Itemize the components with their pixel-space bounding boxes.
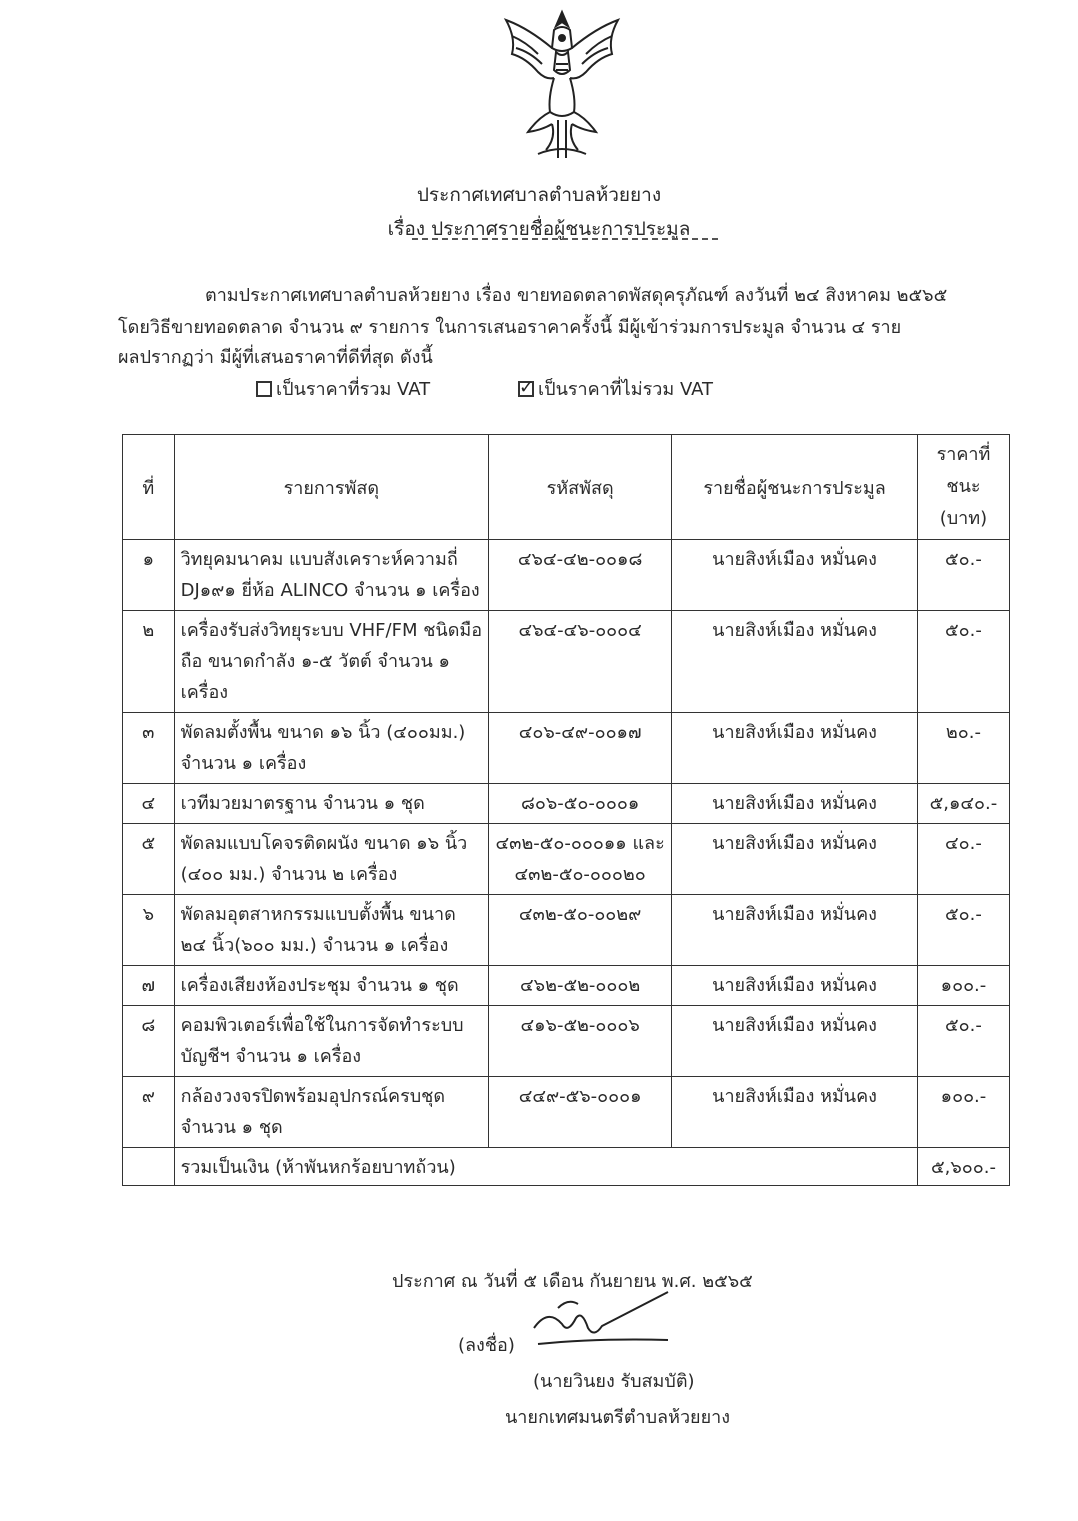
winner-name: นายสิงห์เมือง หมั่นคง — [672, 540, 918, 611]
table-row — [123, 824, 1010, 895]
checked-checkbox-icon[interactable] — [518, 381, 534, 397]
vat-excluded-label: เป็นราคาที่ไม่รวม VAT — [538, 379, 714, 400]
winning-price: ๒๐.- — [917, 713, 1009, 784]
item-description: เครื่องรับส่งวิทยุระบบ VHF/FM ชนิดมือถือ ขนาดกำลัง ๑-๕ วัตต์ จำนวน ๑ เครื่อง — [174, 611, 489, 713]
header-price: ราคาที่ชนะ (บาท) — [917, 435, 1009, 540]
header-code: รหัสพัสดุ — [489, 435, 672, 540]
item-description: พัดลมอุตสาหกรรมแบบตั้งพื้น ขนาด ๒๔ นิ้ว(๖๐๐ มม.) จำนวน ๑ เครื่อง — [174, 895, 489, 966]
table-row — [123, 540, 1010, 611]
item-description: เครื่องเสียงห้องประชุม จำนวน ๑ ชุด — [174, 966, 489, 1006]
row-number: ๓ — [123, 713, 175, 784]
item-code: ๔๖๒-๕๒-๐๐๐๒ — [489, 966, 672, 1006]
row-number: ๘ — [123, 1006, 175, 1077]
table-row — [123, 1006, 1010, 1077]
row-number: ๗ — [123, 966, 175, 1006]
header-item: รายการพัสดุ — [174, 435, 489, 540]
row-number: ๒ — [123, 611, 175, 713]
winning-price: ๔๐.- — [917, 824, 1009, 895]
item-code: ๔๖๔-๔๖-๐๐๐๔ — [489, 611, 672, 713]
divider — [412, 238, 718, 240]
signer-name: (นายวินยง รับสมบัติ) — [533, 1371, 695, 1392]
table-row — [123, 713, 1010, 784]
winning-price: ๑๐๐.- — [917, 1077, 1009, 1148]
total-empty-cell — [123, 1148, 175, 1186]
item-code: ๔๑๖-๕๒-๐๐๐๖ — [489, 1006, 672, 1077]
item-description: คอมพิวเตอร์เพื่อใช้ในการจัดทำระบบบัญชีฯ จำนวน ๑ เครื่อง — [174, 1006, 489, 1077]
row-number: ๕ — [123, 824, 175, 895]
document-subject: เรื่อง ประกาศรายชื่อผู้ชนะการประมูล — [387, 218, 691, 240]
winning-price: ๕๐.- — [917, 611, 1009, 713]
row-number: ๙ — [123, 1077, 175, 1148]
document-title: ประกาศเทศบาลตำบลห้วยยาง — [416, 184, 662, 206]
row-number: ๖ — [123, 895, 175, 966]
winner-name: นายสิงห์เมือง หมั่นคง — [672, 895, 918, 966]
garuda-emblem — [498, 8, 626, 164]
item-code: ๔๔๙-๕๖-๐๐๐๑ — [489, 1077, 672, 1148]
checkbox-icon[interactable] — [256, 381, 272, 397]
row-number: ๑ — [123, 540, 175, 611]
winner-name: นายสิงห์เมือง หมั่นคง — [672, 1006, 918, 1077]
winning-price: ๕๐.- — [917, 1006, 1009, 1077]
table-row — [123, 1077, 1010, 1148]
item-code: ๔๓๒-๕๐-๐๐๐๑๑ และ ๔๓๒-๕๐-๐๐๐๒๐ — [489, 824, 672, 895]
sign-label: (ลงชื่อ) — [458, 1335, 515, 1356]
table-row — [123, 784, 1010, 824]
total-value: ๕,๖๐๐.- — [917, 1148, 1009, 1186]
item-code: ๔๐๖-๔๙-๐๐๑๗ — [489, 713, 672, 784]
item-description: พัดลมแบบโคจรติดผนัง ขนาด ๑๖ นิ้ว (๔๐๐ มม.) จำนวน ๒ เครื่อง — [174, 824, 489, 895]
signer-position: นายกเทศมนตรีตำบลห้วยยาง — [505, 1407, 731, 1428]
vat-included-label: เป็นราคาที่รวม VAT — [276, 379, 431, 400]
table-row — [123, 895, 1010, 966]
winner-name: นายสิงห์เมือง หมั่นคง — [672, 1077, 918, 1148]
winning-price: ๕๐.- — [917, 895, 1009, 966]
winner-name: นายสิงห์เมือง หมั่นคง — [672, 611, 918, 713]
total-label: รวมเป็นเงิน (ห้าพันหกร้อยบาทถ้วน) — [174, 1148, 917, 1186]
vat-excluded-option[interactable] — [518, 374, 713, 403]
winner-name: นายสิงห์เมือง หมั่นคง — [672, 824, 918, 895]
item-description: วิทยุคมนาคม แบบสังเคราะห์ความถี่ DJ๑๙๑ ยี่ห้อ ALINCO จำนวน ๑ เครื่อง — [174, 540, 489, 611]
intro-line-3: ผลปรากฏว่า มีผู้ที่เสนอราคาที่ดีที่สุด ดังนี้ — [118, 347, 433, 368]
signature-image — [528, 1288, 678, 1358]
item-description: พัดลมตั้งพื้น ขนาด ๑๖ นิ้ว (๔๐๐มม.) จำนวน ๑ เครื่อง — [174, 713, 489, 784]
item-code: ๔๖๔-๔๒-๐๐๑๘ — [489, 540, 672, 611]
table-row — [123, 611, 1010, 713]
intro-line-1: ตามประกาศเทศบาลตำบลห้วยยาง เรื่อง ขายทอดตลาดพัสดุครุภัณฑ์ ลงวันที่ ๒๔ สิงหาคม ๒๕๖๕ — [205, 285, 948, 306]
item-description: กล้องวงจรปิดพร้อมอุปกรณ์ครบชุด จำนวน ๑ ชุด — [174, 1077, 489, 1148]
header-winner: รายชื่อผู้ชนะการประมูล — [672, 435, 918, 540]
item-description: เวทีมวยมาตรฐาน จำนวน ๑ ชุด — [174, 784, 489, 824]
winner-name: นายสิงห์เมือง หมั่นคง — [672, 966, 918, 1006]
intro-line-2: โดยวิธีขายทอดตลาด จำนวน ๙ รายการ ในการเสนอราคาครั้งนี้ มีผู้เข้าร่วมการประมูล จำนวน ๔ ราย — [118, 317, 902, 338]
total-row — [123, 1148, 1010, 1186]
winner-name: นายสิงห์เมือง หมั่นคง — [672, 713, 918, 784]
item-code: ๔๓๒-๕๐-๐๐๒๙ — [489, 895, 672, 966]
table-row — [123, 966, 1010, 1006]
winning-price: ๑๐๐.- — [917, 966, 1009, 1006]
announcement-date: ประกาศ ณ วันที่ ๕ เดือน กันยายน พ.ศ. ๒๕๖๕ — [392, 1271, 753, 1292]
header-no: ที่ — [123, 435, 175, 540]
winner-name: นายสิงห์เมือง หมั่นคง — [672, 784, 918, 824]
table-header-row — [123, 435, 1010, 540]
row-number: ๔ — [123, 784, 175, 824]
items-table — [122, 434, 1010, 1186]
winning-price: ๕,๑๔๐.- — [917, 784, 1009, 824]
vat-included-option[interactable] — [256, 374, 430, 403]
item-code: ๘๐๖-๕๐-๐๐๐๑ — [489, 784, 672, 824]
winning-price: ๕๐.- — [917, 540, 1009, 611]
